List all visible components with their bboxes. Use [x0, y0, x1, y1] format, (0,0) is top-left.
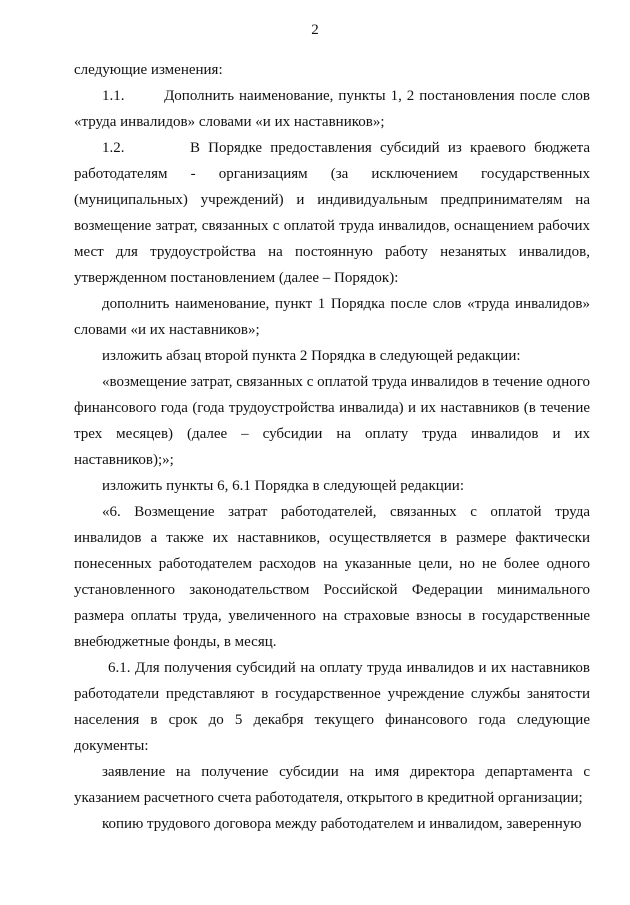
paragraph-intro: следующие изменения:: [74, 62, 223, 78]
paragraph-application: заявление на получение субсидии на имя директора департамента с указанием расчетного счета работодателя, открытого в кредитной организации;: [74, 764, 590, 806]
document-body: [74, 57, 590, 837]
paragraph-point-6-1: 6.1. Для получения субсидий на оплату труда инвалидов и их наставников работодатели представляют в государственное учреждение службы занятости населения в срок до 5 декабря текущего финансового года следующие документы:: [74, 660, 590, 754]
paragraph-point-6: «6. Возмещение затрат работодателей, связанных с оплатой труда инвалидов а также их наставников, осуществляется в размере фактически понесенных работодателем расходов на указанные цели, но не более одного установленного законодательством Российской Федерации минимального размера оплаты труда, увеличенного на страховые взносы в государственные внебюджетные фонды, в месяц.: [74, 504, 590, 650]
paragraph-1-1: 1.1. Дополнить наименование, пункты 1, 2 постановления после слов «труда инвалидов» словами «и их наставников»;: [74, 88, 590, 130]
page-number: 2: [311, 22, 319, 38]
paragraph-1-2: 1.2. В Порядке предоставления субсидий из краевого бюджета работодателям - организациям (за исключением государственных (муниципальных) учреждений) и индивидуальным предпринимателям на возмещение затрат, связанных с оплатой труда инвалидов, оснащением рабочих мест для трудоустройства на постоянную работу незанятых инвалидов, утвержденном постановлением (далее – Порядок):: [74, 140, 590, 286]
paragraph-quote-compensation: «возмещение затрат, связанных с оплатой труда инвалидов в течение одного финансового года (года трудоустройства инвалида) и их наставников (в течение трех месяцев) (далее – субсидии на оплату труда инвалидов и их наставников);»;: [74, 374, 590, 468]
paragraph-amend-name: дополнить наименование, пункт 1 Порядка после слов «труда инвалидов» словами «и их наставников»;: [74, 296, 590, 338]
paragraph-amend-points-6: изложить пункты 6, 6.1 Порядка в следующей редакции:: [102, 478, 465, 494]
paragraph-contract-copy: копию трудового договора между работодателем и инвалидом, заверенную: [102, 816, 582, 832]
paragraph-amend-point-2: изложить абзац второй пункта 2 Порядка в следующей редакции:: [102, 348, 521, 364]
